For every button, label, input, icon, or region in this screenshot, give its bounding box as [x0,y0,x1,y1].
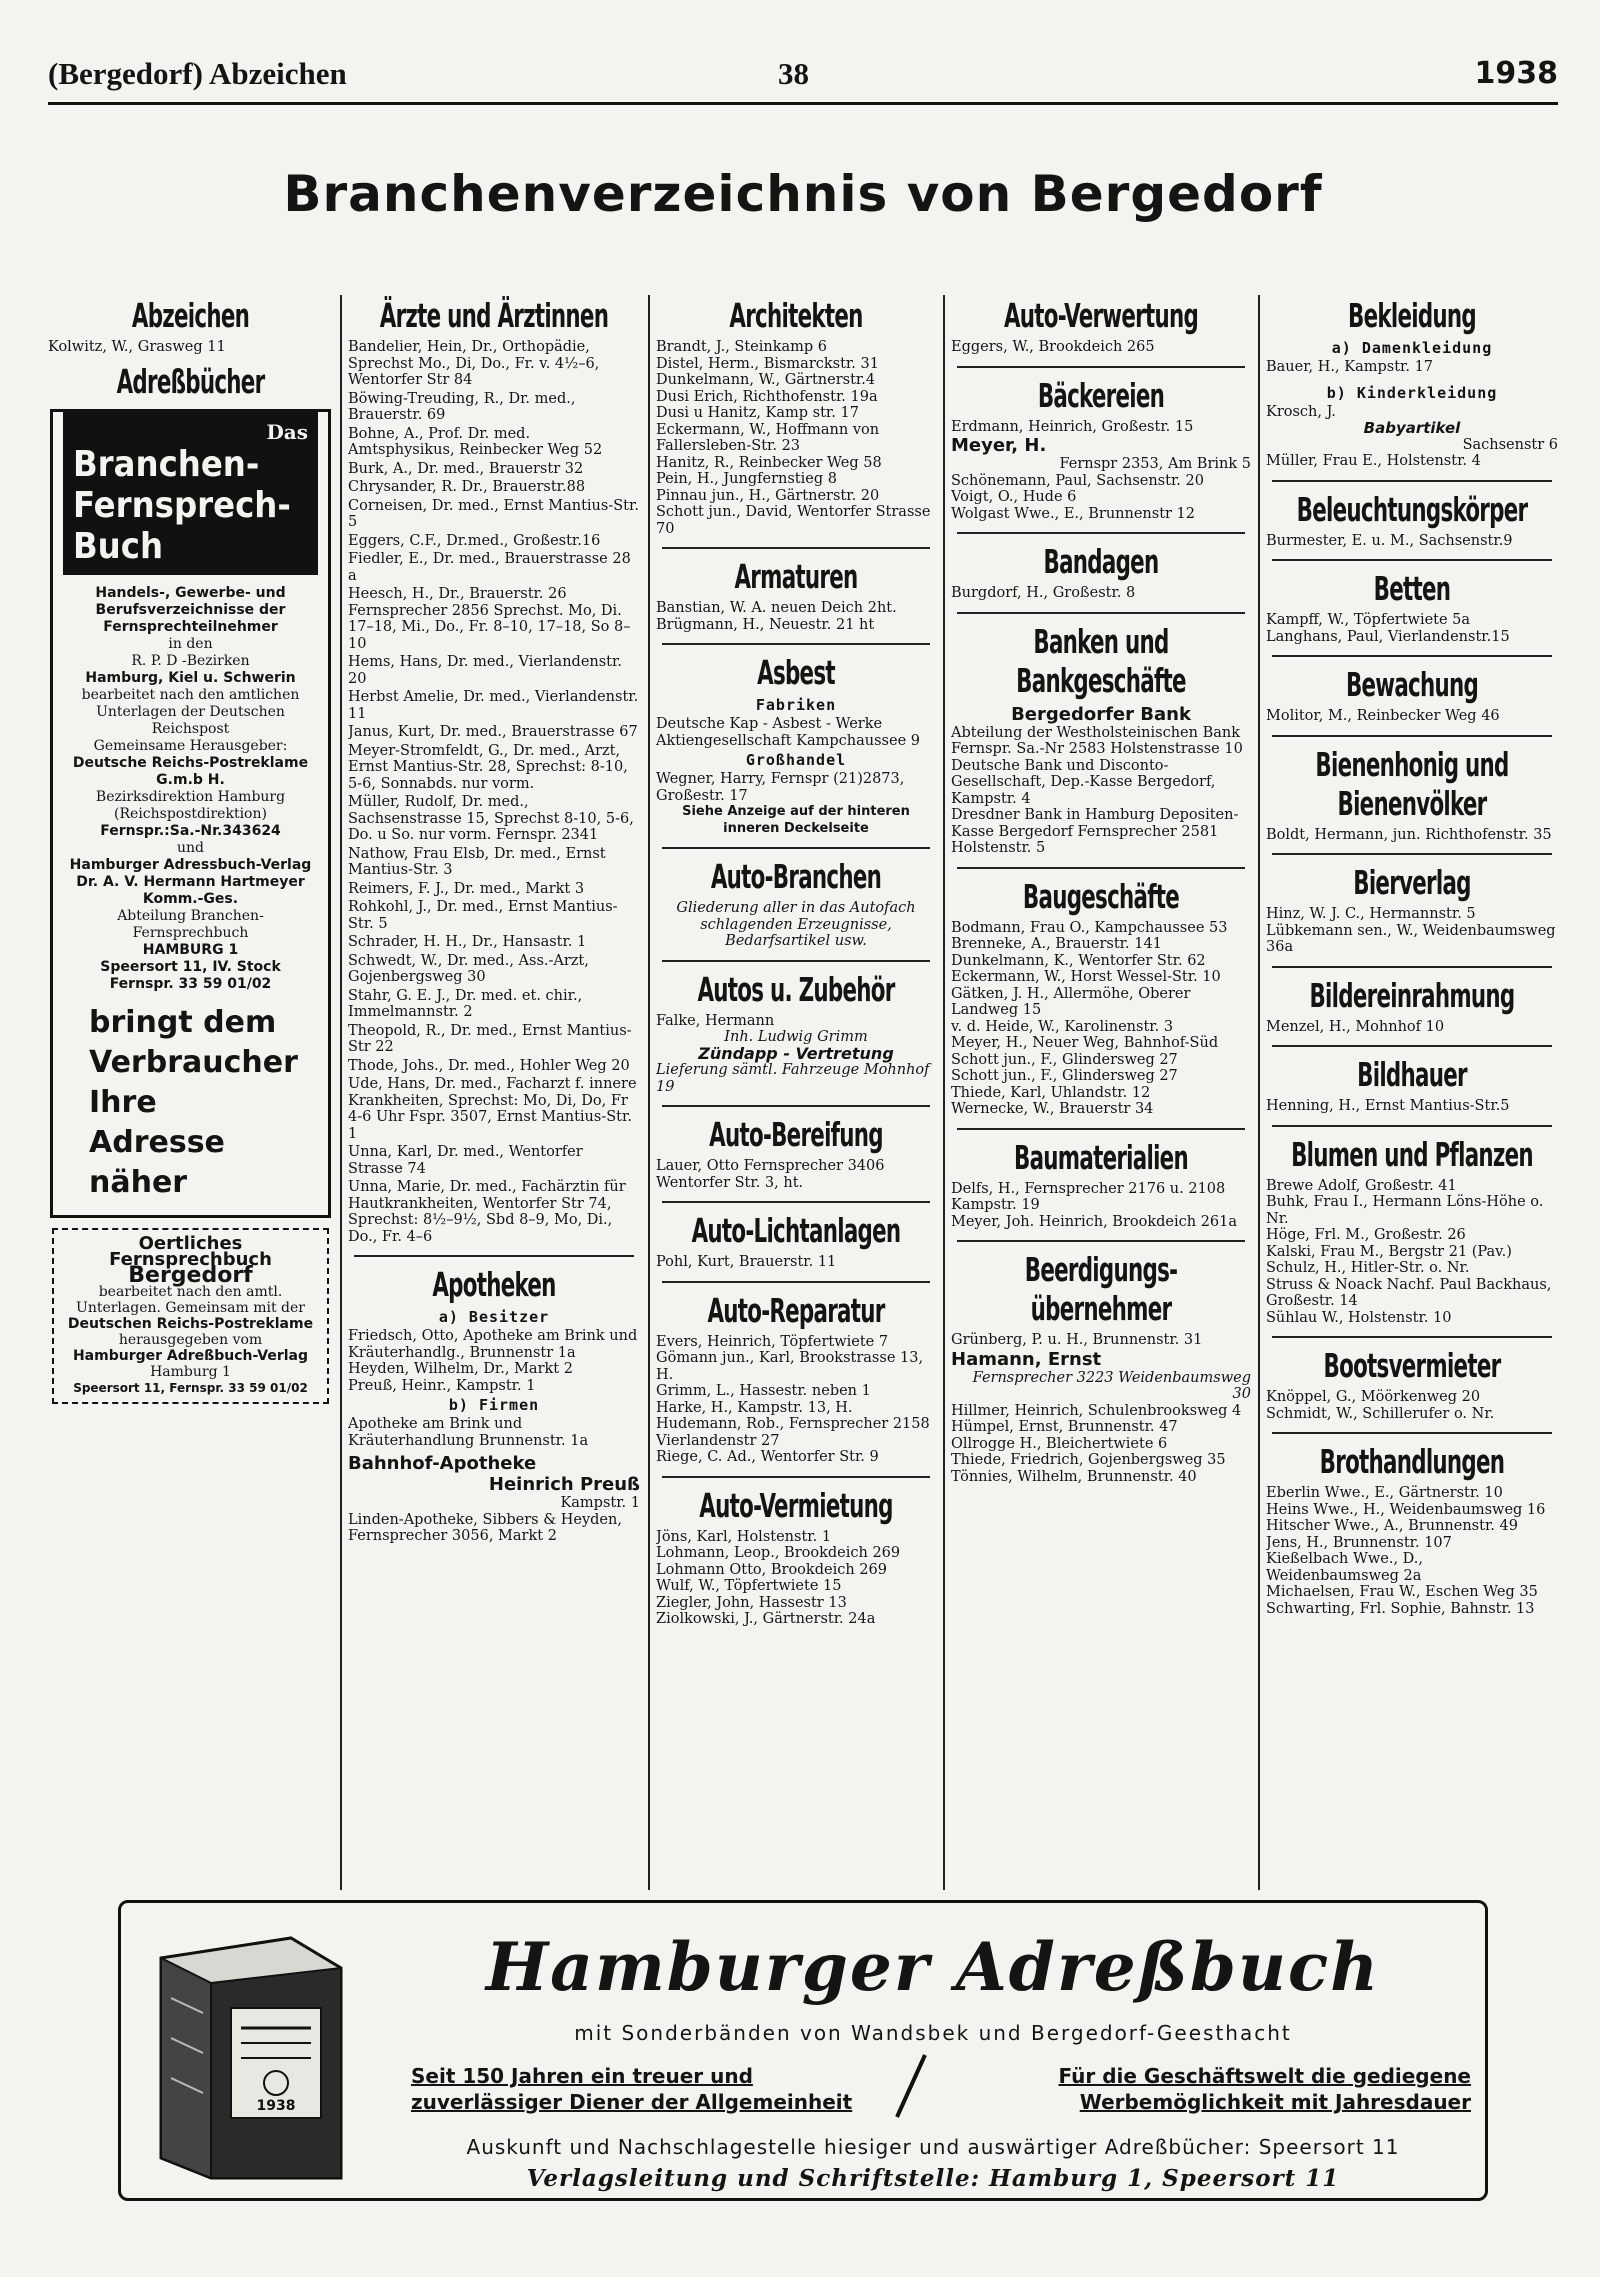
ad-text: bearbeitet nach den amtl. Unterlagen. Gemeinsam mit der [76,1283,305,1316]
list-item: Hillmer, Heinrich, Schulenbrooksweg 4 [951,1402,1242,1419]
list-item: Distel, Herm., Bismarckstr. 31 [656,355,879,372]
entry: Lieferung sämtl. Fahrzeuge Mohnhof 19 [656,1062,930,1095]
ad-text: und [177,839,204,856]
heading: Bierverlag [1353,863,1471,902]
list-item: Michaelsen, Frau W., Eschen Weg 35 [1266,1584,1538,1600]
list-item: Kampff, W., Töpfertwiete 5a [1266,612,1471,628]
entry: Pohl, Kurt, Brauerstr. 11 [656,1254,837,1270]
heading: Bootsvermieter [1323,1346,1501,1385]
physician-entry: Unna, Karl, Dr. med., Wentorfer Strasse 74 [348,1144,583,1177]
divider [662,1105,930,1107]
divider [1272,1125,1552,1127]
list-item: Brenneke, A., Brauerstr. 141 [951,936,1162,952]
ad-line: Das [266,419,308,444]
ad-text: Handels-, Gewerbe- und Berufsverzeichnisse der Fernsprechteilnehmer [95,584,286,635]
column-1 [48,290,333,1908]
entry: Boldt, Hermann, jun. Richthofenstr. 35 [1266,826,1552,843]
subheading: Fabriken [755,696,837,714]
list-item: v. d. Heide, W., Karolinenstr. 3 [951,1018,1174,1035]
divider [354,1255,634,1257]
ad-text: Deutschen Reichs-Postreklame [67,1315,314,1332]
heading: Baugeschäfte [1022,876,1180,916]
heading: Auto-Lichtanlagen [691,1211,901,1250]
entry: Sachsenstr 6 [1462,436,1558,453]
entry-highlight: Hamann, Ernst [951,1348,1102,1370]
list-item: Eberlin Wwe., E., Gärtnerstr. 10 [1266,1485,1503,1501]
column-5 [1266,290,1558,1908]
entry-list [1266,1485,1558,1617]
list-item: Heins Wwe., H., Weidenbaumsweg 16 [1266,1501,1546,1518]
list-item: Delfs, H., Fernsprecher 2176 u. 2108 Kampstr. 19 [951,1180,1226,1213]
physician-entry: Böwing-Treuding, R., Dr. med., Brauerstr. 69 [348,390,576,423]
ad-line: Fernsprech- [73,484,291,526]
page-title: Branchenverzeichnis von Bergedorf [283,165,1323,223]
list-item: Eckermann, W., Horst Wessel-Str. 10 [951,969,1221,985]
heading: Auto-Vermietung [699,1485,893,1525]
physician-entry: Herbst Amelie, Dr. med., Vierlandenstr. 11 [348,689,639,722]
list-item: Ziolkowski, J., Gärtnerstr. 24a [656,1611,876,1627]
heading: Beleuchtungskörper [1296,489,1528,529]
heading: Bankgeschäfte [1016,660,1186,700]
entry: Bauer, H., Kampstr. 17 [1266,359,1434,375]
entry-list [1266,612,1558,645]
heading: übernehmer [1030,1289,1172,1328]
divider-slash [891,2053,931,2119]
subheading: Großhandel [745,751,847,769]
ad-line: Buch [73,525,163,567]
column-2 [348,290,640,1908]
subheading: a) Damenkleidung [1331,339,1493,357]
divider [662,847,930,849]
physician-entry: Bohne, A., Prof. Dr. med. Amtsphysikus, Reinbecker Weg 52 [348,425,603,458]
list-item: Kalski, Frau M., Bergstr 21 (Pav.) [1266,1243,1512,1260]
divider [662,1281,930,1283]
entry: Fernsprecher 3223 Weidenbaumsweg 30 [972,1369,1251,1402]
list-item: Ollrogge H., Bleichertwiete 6 [951,1435,1168,1452]
subheading: b) Kinderkleidung [1326,383,1498,402]
heading: Bienenhonig und [1315,744,1509,784]
ad-claim-right: Für die Geschäftswelt die gediegene Werbemöglichkeit mit Jahresdauer [1058,2064,1471,2114]
list-item: Hitscher Wwe., A., Brunnenstr. 49 [1266,1518,1518,1534]
entry: Lauer, Otto Fernsprecher 3406 Wentorfer Str. 3, ht. [656,1158,885,1191]
branchenbuch-ad [50,409,331,1218]
fernsprechbuch-ad [52,1228,329,1404]
divider [662,960,930,962]
list-item: Sühlau W., Holstenstr. 10 [1266,1309,1452,1326]
header-rule [48,102,1558,105]
ad-text: Speersort 11, IV. Stock [100,958,281,975]
heading: Auto-Reparatur [707,1290,885,1330]
divider [1272,853,1552,855]
list-item: Brandt, J., Steinkamp 6 [656,339,828,355]
divider [1272,1045,1552,1047]
heading: Architekten [729,296,863,335]
list-item: Schott jun., F., Glindersweg 27 [951,1051,1178,1068]
header-section: (Bergedorf) Abzeichen [48,56,347,91]
physician-entry: Rohkohl, J., Dr. med., Ernst Mantius-Str. 5 [348,899,618,932]
entry: Dresdner Bank in Hamburg Depositen-Kasse Bergedorf Fernsprecher 2581 Holstenstr. 5 [951,807,1239,856]
divider [662,1201,930,1203]
entry-note: Siehe Anzeige auf der hinteren inneren Deckelseite [682,804,910,836]
heading: Bienenvölker [1337,783,1487,823]
ad-text: Dr. A. V. Hermann Hartmeyer Komm.-Ges. [76,873,305,907]
list-item: Jöns, Karl, Holstenstr. 1 [656,1528,832,1545]
ad-text: Bergedorf [128,1262,253,1288]
entry-list [656,1529,936,1628]
list-item: Evers, Heinrich, Töpfertwiete 7 [656,1333,889,1350]
ad-text: Hamburg, Kiel u. Schwerin [85,669,296,686]
entry: Deutsche Kap - Asbest - Werke Aktiengesellschaft Kampchaussee 9 [656,716,920,749]
entry: Zündapp - Vertretung [698,1043,894,1063]
header-year: 1938 [1474,56,1558,91]
entry-highlight: Bahnhof-Apotheke [348,1453,537,1474]
list-item: Schwarting, Frl. Sophie, Bahnstr. 13 [1266,1600,1535,1617]
physician-entry: Burk, A., Dr. med., Brauerstr 32 [348,460,584,477]
entry-list [951,1403,1251,1486]
heading: Baumaterialien [1014,1137,1188,1177]
heading: Blumen und Pflanzen [1291,1134,1533,1174]
list-item: Jens, H., Brunnenstr. 107 [1266,1534,1452,1551]
entry-note: Gliederung aller in das Autofach schlagenden Erzeugnisse, Bedarfsartikel usw. [676,900,916,949]
entry-list [348,339,640,1245]
entry: Müller, Frau E., Holstenstr. 4 [1266,453,1481,469]
list-item: Pein, H., Jungfernstieg 8 [656,471,837,487]
ad-text: Gemeinsame Herausgeber: [93,737,288,754]
heading: Asbest [757,653,835,692]
entry: Burmester, E. u. M., Sachsenstr.9 [1266,532,1513,549]
list-item: Grimm, L., Hassestr. neben 1 [656,1383,871,1399]
column-3 [656,290,936,1908]
ad-text: Hamburger Adreßbuch-Verlag [72,1347,309,1364]
list-item: Riege, C. Ad., Wentorfer Str. 9 [656,1449,879,1465]
list-item: Banstian, W. A. neuen Deich 2ht. [656,600,897,616]
heading-abzeichen: Abzeichen [131,296,250,335]
list-item: Tönnies, Wilhelm, Brunnenstr. 40 [951,1468,1197,1485]
list-item: Brewe Adolf, Großestr. 41 [1266,1177,1457,1194]
column-divider [340,295,342,1890]
entry: Schönemann, Paul, Sachsenstr. 20 [951,472,1204,489]
divider [957,612,1245,614]
list-item: Brügmann, H., Neuestr. 21 ht [656,616,875,633]
physician-entry: Bandelier, Hein, Dr., Orthopädie, Sprechst Mo., Di, Do., Fr. v. 4½–6, Wentorfer Str 84 [348,339,600,388]
list-item: Hinz, W. J. C., Hermannstr. 5 [1266,906,1476,922]
physician-entry: Meyer-Stromfeldt, G., Dr. med., Arzt, Ernst Mantius-Str. 28, Sprechst: 8-10, 5-6, Sonnabds. nur vorm. [348,742,628,792]
physician-entry: Schwedt, W., Dr. med., Ass.-Arzt, Gojenbergsweg 30 [348,952,589,985]
divider [1272,1432,1552,1434]
entry: Erdmann, Heinrich, Großestr. 15 [951,418,1194,435]
entry-list [951,1181,1251,1231]
physician-entry: Corneisen, Dr. med., Ernst Mantius-Str. 5 [348,497,639,530]
heading: Auto-Verwertung [1003,296,1199,335]
list-item: Wernecke, W., Brauerstr 34 [951,1101,1154,1117]
ad-info: Auskunft und Nachschlagestelle hiesiger und auswärtiger Adreßbücher: Speersort 11 [466,2135,1400,2159]
list-item: Hümpel, Ernst, Brunnenstr. 47 [951,1419,1178,1435]
list-item: Ziegler, John, Hassestr 13 [656,1594,847,1611]
physician-entry: Hems, Hans, Dr. med., Vierlandenstr. 20 [348,654,622,687]
physician-entry: Unna, Marie, Dr. med., Fachärztin für Hautkrankheiten, Wentorfer Str 74, Sprechst: 8½–9½, Sbd 8–9, Mo, Di., Do., Fr. 4–6 [348,1179,626,1245]
physician-entry: Theopold, R., Dr. med., Ernst Mantius-Str 22 [348,1022,632,1055]
physician-entry: Stahr, G. E. J., Dr. med. et. chir., Immelmannstr. 2 [348,987,583,1020]
column-divider [943,295,945,1890]
ad-text: bearbeitet nach den amtlichen Unterlagen der Deutschen Reichspost [81,686,300,737]
subheading: a) Besitzer [438,1308,550,1326]
entry: Kolwitz, W., Grasweg 11 [48,339,226,355]
list-item: Bodmann, Frau O., Kampchaussee 53 [951,919,1228,936]
heading: Banken und [1033,621,1169,661]
physician-entry: Reimers, F. J., Dr. med., Markt 3 [348,880,585,897]
list-item: Pinnau jun., H., Gärtnerstr. 20 [656,487,880,504]
entry: Falke, Hermann [656,1012,775,1029]
divider [1272,735,1552,737]
entry: Abteilung der Westholsteinischen Bank Fernspr. Sa.-Nr 2583 Holstenstrasse 10 [951,724,1243,757]
entry: Babyartikel [1363,419,1461,437]
ad-text: Hamburger Adressbuch-Verlag [69,856,312,873]
ad-line: Branchen- [73,443,260,485]
entry-highlight: Bergedorfer Bank [1011,703,1191,725]
list-item: Schott jun., David, Wentorfer Strasse 70 [656,504,931,537]
physician-entry: Janus, Kurt, Dr. med., Brauerstrasse 67 [348,724,638,740]
divider [957,366,1245,368]
heading-apotheken: Apotheken [432,1265,556,1304]
list-item: Dusi u Hanitz, Kamp str. 17 [656,405,859,421]
physician-entry: Heesch, H., Dr., Brauerstr. 26 Fernsprecher 2856 Sprechst. Mo, Di. 17–18, Mi., Do., Fr. 8–10, 17–18, So 8–10 [348,586,631,652]
divider [662,1476,930,1478]
entry: Molitor, M., Reinbecker Weg 46 [1266,708,1500,724]
ad-text: Speersort 11, Fernspr. 33 59 01/02 [73,1380,308,1395]
list-item: Wulf, W., Töpfertwiete 15 [656,1578,842,1594]
physician-entry: Fiedler, E., Dr. med., Brauerstrasse 28 a [348,551,631,584]
entry-list [951,920,1251,1118]
ad-slogan: Verbraucher [89,1044,298,1080]
book-year: 1938 [256,2098,296,2114]
ad-headline: Hamburger Adreßbuch [485,1928,1381,2006]
entry: Krosch, J. [1266,403,1336,420]
list-item: Kießelbach Wwe., D., Weidenbaumsweg 2a [1266,1551,1424,1584]
ad-text: HAMBURG 1 [142,941,239,958]
entry: Wolgast Wwe., E., Brunnenstr 12 [951,505,1196,522]
entry: Friedsch, Otto, Apotheke am Brink und Kräuterhandlg., Brunnenstr 1a [348,1328,638,1361]
ad-address: Verlagsleitung und Schriftstelle: Hamburg 1, Speersort 11 [526,2165,1340,2192]
entry: Linden-Apotheke, Sibbers & Heyden, Fernsprecher 3056, Markt 2 [348,1511,622,1544]
heading-adressbuecher: Adreßbücher [116,361,265,401]
heading: Armaturen [734,557,858,596]
entry: Grünberg, P. u. H., Brunnenstr. 31 [951,1332,1203,1348]
list-item: Dusi Erich, Richthofenstr. 19a [656,388,878,405]
heading: Bildereinrahmung [1309,975,1515,1015]
list-item: Schott jun., F., Glindersweg 27 [951,1068,1178,1084]
ad-text: herausgegeben vom [118,1331,263,1348]
list-item: Gätken, J. H., Allermöhe, Oberer Landweg 15 [951,985,1191,1018]
list-item: Buhk, Frau I., Hermann Löns-Höhe o. Nr. [1266,1194,1544,1227]
heading: Bekleidung [1347,296,1477,335]
entry: Henning, H., Ernst Mantius-Str.5 [1266,1098,1510,1114]
ad-slogan: bringt dem [89,1004,277,1040]
book-illustration [141,1928,361,2183]
list-item: Schmidt, W., Schillerufer o. Nr. [1266,1405,1495,1422]
column-4 [951,290,1251,1908]
entry: Deutsche Bank und Disconto-Gesellschaft, Dep.-Kasse Bergedorf, Kampstr. 4 [951,757,1216,807]
physician-entry: Ude, Hans, Dr. med., Facharzt f. innere Krankheiten, Sprechst: Mo, Di, Do, Fr 4-6 Uhr Fspr. 3507, Ernst Mantius-Str. 1 [348,1076,637,1142]
page-number: 38 [778,56,809,91]
ad-text: Hamburg 1 [150,1363,231,1380]
entry: Preuß, Heinr., Kampstr. 1 [348,1377,536,1394]
entry-highlight: Heinrich Preuß [488,1474,640,1495]
ad-subline: mit Sonderbänden von Wandsbek und Bergedorf-Geesthacht [574,2021,1292,2045]
ad-title-block [63,412,318,575]
heading: Autos u. Zubehör [697,969,895,1009]
list-item: Lübkemann sen., W., Weidenbaumsweg 36a [1266,922,1556,955]
ad-text: R. P. D -Bezirken [131,652,250,669]
entry-list [656,600,936,633]
heading: Bildhauer [1357,1055,1467,1094]
list-item: Dunkelmann, K., Wentorfer Str. 62 [951,952,1206,969]
subheading: b) Firmen [448,1396,540,1414]
list-item: Gömann jun., Karl, Brookstrasse 13, H. [656,1350,924,1383]
entry: Voigt, O., Hude 6 [951,489,1077,505]
physician-entry: Nathow, Frau Elsb, Dr. med., Ernst Mantius-Str. 3 [348,845,606,878]
entry: Burgdorf, H., Großestr. 8 [951,585,1136,601]
list-item: Struss & Noack Nachf. Paul Backhaus, Großestr. 14 [1266,1276,1552,1309]
ad-slogan: näher [89,1164,188,1200]
page-header [48,56,1558,96]
list-item: Harke, H., Kampstr. 13, H. [656,1399,853,1416]
ad-text: Fernspr. 33 59 01/02 [109,975,272,992]
ad-text: Bezirksdirektion Hamburg (Reichspostdirektion) [95,788,286,822]
heading: Auto-Branchen [710,857,882,896]
list-item: Thiede, Karl, Uhlandstr. 12 [951,1084,1151,1101]
entry-list [656,1334,936,1466]
divider [662,643,930,645]
list-item: Hanitz, R., Reinbecker Weg 58 [656,454,882,471]
divider [957,1128,1245,1130]
entry: Kampstr. 1 [560,1495,640,1511]
physician-entry: Thode, Johs., Dr. med., Hohler Weg 20 [348,1057,630,1074]
list-item: Thiede, Friedrich, Gojenbergsweg 35 [951,1452,1226,1468]
heading: Beerdigungs- [1024,1250,1178,1289]
list-item: Meyer, Joh. Heinrich, Brookdeich 261a [951,1213,1238,1230]
ad-slogan: Ihre Adresse [89,1084,225,1160]
entry: Menzel, H., Mohnhof 10 [1266,1018,1445,1035]
divider [1272,1336,1552,1338]
entry: Heyden, Wilhelm, Dr., Markt 2 [348,1361,573,1377]
physician-entry: Müller, Rudolf, Dr. med., Sachsenstrasse 15, Sprechst 8-10, 5-6, Do. u So. nur vorm. Fernspr. 2341 [348,794,634,843]
entry-list [1266,1178,1558,1327]
divider [662,547,930,549]
entry: Eggers, W., Brookdeich 265 [951,339,1155,355]
ad-text: Abteilung Branchen-Fernsprechbuch [117,907,264,941]
heading: Bäckereien [1037,375,1165,415]
list-item: Lohmann, Leop., Brookdeich 269 [656,1545,901,1561]
list-item: Meyer, H., Neuer Weg, Bahnhof-Süd [951,1035,1219,1051]
divider [957,532,1245,534]
list-item: Höge, Frl. M., Großestr. 26 [1266,1227,1466,1243]
entry-highlight: Meyer, H. [951,435,1047,456]
divider [1272,559,1552,561]
entry: Fernspr 2353, Am Brink 5 [1059,456,1251,472]
ad-text: in den [168,635,213,652]
divider [1272,966,1552,968]
column-divider [1258,295,1260,1890]
entry: Apotheke am Brink und Kräuterhandlung Brunnenstr. 1a [348,1416,589,1449]
physician-entry: Eggers, C.F., Dr.med., Großestr.16 [348,532,601,549]
heading-aerzte: Ärzte und Ärztinnen [379,296,609,335]
entry-list [1266,1389,1558,1422]
divider [957,867,1245,869]
divider [1272,480,1552,482]
list-item: Langhans, Paul, Vierlandenstr.15 [1266,628,1510,645]
heading: Bandagen [1043,542,1159,581]
list-item: Schulz, H., Hitler-Str. o. Nr. [1266,1260,1470,1276]
list-item: Hudemann, Rob., Fernsprecher 2158 Vierlandenstr 27 [656,1416,930,1449]
list-item: Dunkelmann, W., Gärtnerstr.4 [656,372,876,388]
heading: Auto-Bereifung [709,1115,883,1154]
list-item: Lohmann Otto, Brookdeich 269 [656,1561,887,1578]
entry: Wegner, Harry, Fernspr (21)2873, Großestr. 17 [656,771,905,804]
entry-list [1266,906,1558,956]
divider [957,1240,1245,1242]
ad-text: Fernspr.:Sa.-Nr.343624 [100,822,281,839]
ad-text: Deutsche Reichs-Postreklame G.m.b H. [72,754,309,788]
entry-list [656,339,936,537]
adressbuch-advertisement [118,1900,1488,2201]
directory-page [48,40,1558,2220]
list-item: Eckermann, W., Hoffmann von Fallersleben-Str. 23 [656,421,880,454]
entry: Inh. Ludwig Grimm [724,1029,868,1045]
physician-entry: Chrysander, R. Dr., Brauerstr.88 [348,479,586,495]
ad-text: Oertliches Fernsprechbuch [109,1232,272,1270]
heading: Betten [1373,569,1451,608]
physician-entry: Schrader, H. H., Dr., Hansastr. 1 [348,934,587,950]
divider [1272,655,1552,657]
heading: Brothandlungen [1319,1442,1505,1481]
heading: Bewachung [1345,665,1479,704]
ad-claim-left: Seit 150 Jahren ein treuer und zuverlässiger Diener der Allgemeinheit [411,2064,853,2114]
column-divider [648,295,650,1890]
list-item: Knöppel, G., Möörkenweg 20 [1266,1389,1481,1405]
